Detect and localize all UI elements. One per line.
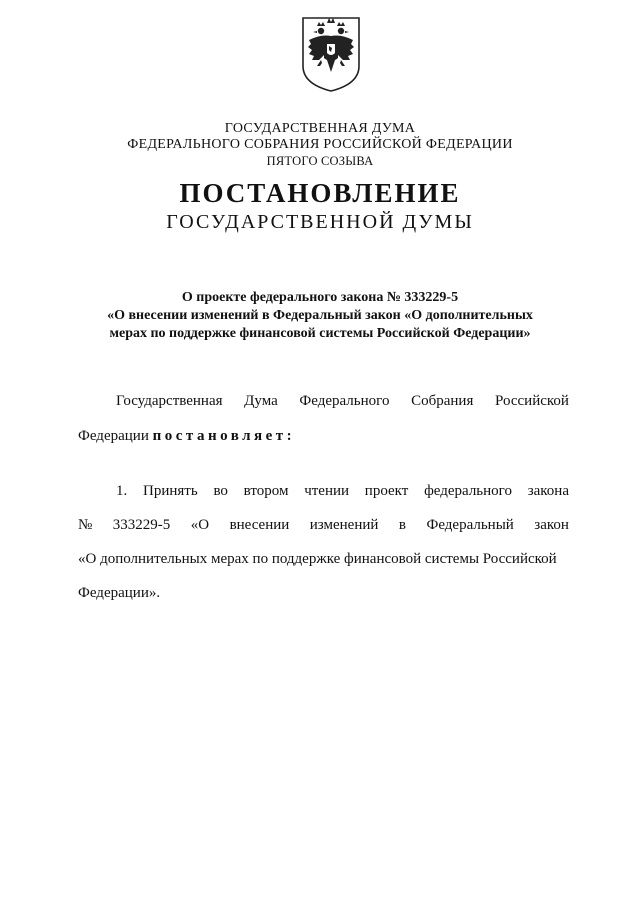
document-issuer: ГОСУДАРСТВЕННОЙ ДУМЫ <box>166 211 474 233</box>
word: № <box>78 517 93 533</box>
word: втором <box>243 483 289 499</box>
decree-word: постановляет: <box>152 428 296 444</box>
word: внесении <box>229 517 290 533</box>
word: 333229-5 <box>112 517 171 533</box>
clause-line: «О дополнительных мерах по поддержке финансовой системы Российской <box>78 551 557 567</box>
word: изменений <box>309 517 379 533</box>
preamble-line <box>78 428 569 445</box>
word: федерального <box>424 483 512 499</box>
convocation: ПЯТОГО СОЗЫВА <box>266 154 374 168</box>
word: Федеральный <box>426 517 514 533</box>
subject-line: О проекте федерального закона № 333229-5 <box>181 290 459 305</box>
word: «О <box>190 517 210 533</box>
word: Собрания <box>411 393 474 409</box>
clause-line: Федерации». <box>78 585 161 601</box>
word: закона <box>527 483 569 499</box>
word: Дума <box>244 393 278 409</box>
preamble-line <box>78 393 569 410</box>
word: чтении <box>304 483 350 499</box>
word: в <box>398 517 406 533</box>
document-type: ПОСТАНОВЛЕНИЕ <box>179 178 461 208</box>
state-emblem-icon <box>297 14 365 94</box>
clause-line <box>78 483 569 500</box>
subject-line: мерах по поддержке финансовой системы Российской Федерации» <box>109 326 531 341</box>
organization-name-line2: ФЕДЕРАЛЬНОГО СОБРАНИЯ РОССИЙСКОЙ ФЕДЕРАЦИИ <box>127 137 513 152</box>
subject-line: «О внесении изменений в Федеральный закон «О дополнительных <box>107 308 533 323</box>
word: Российской <box>495 393 569 409</box>
word: Принять <box>143 483 198 499</box>
word: Государственная <box>116 393 223 409</box>
clause-line <box>78 517 569 534</box>
document-subject <box>60 289 580 343</box>
word: закон <box>534 517 569 533</box>
word: во <box>213 483 228 499</box>
word: Федерации <box>78 428 149 444</box>
word: проект <box>364 483 409 499</box>
word: Федерального <box>299 393 390 409</box>
organization-name-line1: ГОСУДАРСТВЕННАЯ ДУМА <box>224 121 416 136</box>
word: 1. <box>116 483 128 499</box>
